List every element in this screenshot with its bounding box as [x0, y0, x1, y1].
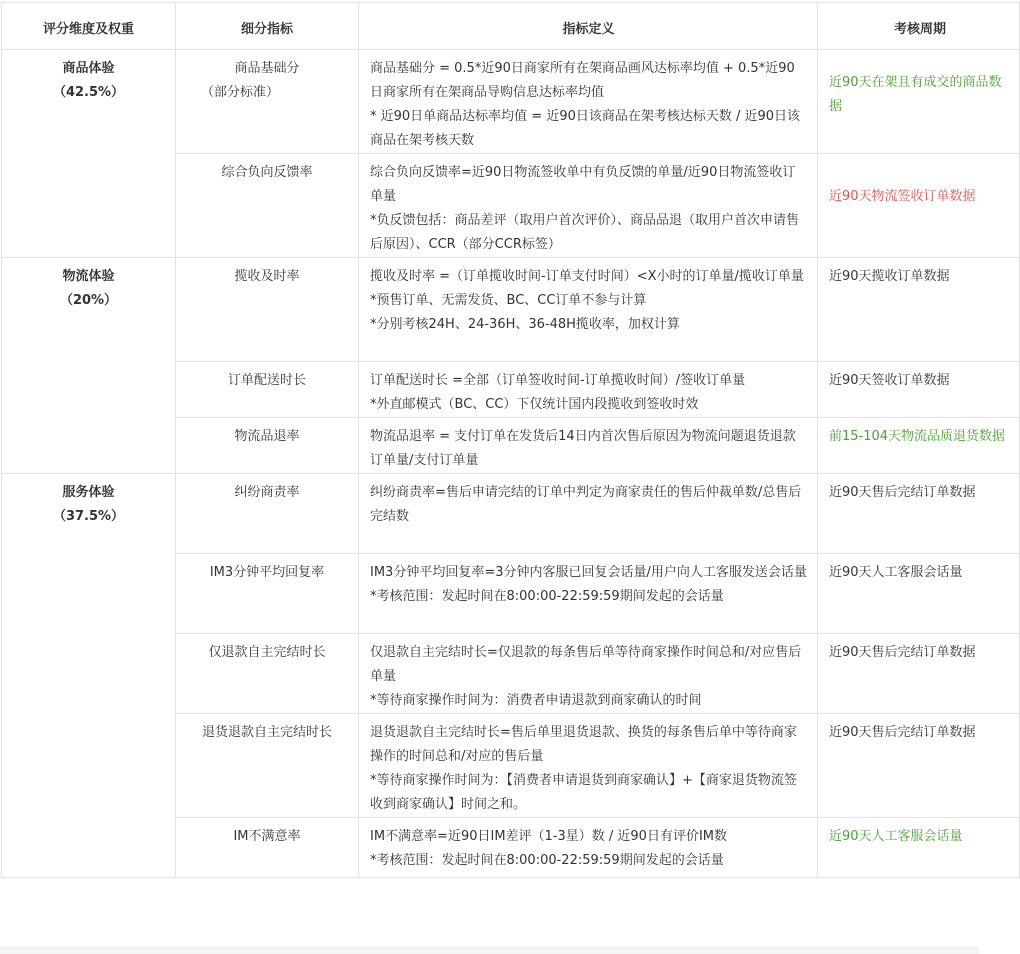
definition-line: *负反馈包括：商品差评（取用户首次评价）、商品品退（取用户首次申请售后原因）、CCR（部分CCR标签） — [370, 213, 800, 252]
definition-cell — [359, 634, 818, 714]
metric-name: IM3分钟平均回复率 — [209, 565, 325, 580]
dimension-name: 物流体验 — [62, 269, 115, 284]
header-metric: 细分指标 — [176, 3, 359, 50]
definition-cell — [359, 554, 818, 634]
period-cell: 近90天签收订单数据 — [818, 362, 1020, 418]
definition-line: 商品基础分 = 0.5*近90日商家所有在架商品画风达标率均值 + 0.5*近90日商家所有在架商品导购信息达标率均值 — [370, 61, 795, 100]
metric-cell — [176, 634, 359, 714]
period-cell: 近90天人工客服会话量 — [818, 818, 1020, 878]
definition-line: 订单配送时长 =全部（订单签收时间-订单揽收时间）/签收订单量 — [370, 373, 746, 388]
definition-line: 退货退款自主完结时长=售后单里退货退款、换货的每条售后单中等待商家操作的时间总和/对应的售后量 — [370, 725, 797, 764]
definition-cell — [359, 818, 818, 878]
definition-line: * 近90日单商品达标率均值 = 近90日该商品在架考核达标天数 / 近90日该商品在架考核天数 — [370, 109, 801, 148]
metric-name: 物流品退率 — [234, 429, 300, 444]
header-definition: 指标定义 — [359, 3, 818, 50]
dimension-weight: （20%） — [59, 293, 118, 308]
bottom-strip — [0, 946, 979, 954]
header-period: 考核周期 — [818, 3, 1020, 50]
metric-name: 揽收及时率 — [234, 269, 300, 284]
definition-line: 物流品退率 = 支付订单在发货后14日内首次售后原因为物流问题退货退款订单量/支付订单量 — [370, 429, 796, 468]
period-cell: 近90天售后完结订单数据 — [818, 714, 1020, 818]
metric-cell — [176, 154, 359, 258]
definition-cell — [359, 418, 818, 474]
definition-line: *等待商家操作时间为：消费者申请退款到商家确认的时间 — [370, 693, 702, 708]
metric-cell — [176, 418, 359, 474]
table-body — [2, 50, 1020, 878]
definition-line: *考核范围：发起时间在8:00:00-22:59:59期间发起的会话量 — [370, 589, 724, 604]
metric-name: 商品基础分 — [234, 61, 300, 76]
table-row — [2, 474, 1020, 554]
definition-line: *分别考核24H、24-36H、36-48H揽收率，加权计算 — [370, 317, 680, 332]
period-cell: 近90天售后完结订单数据 — [818, 474, 1020, 554]
definition-cell — [359, 50, 818, 154]
definition-line: 综合负向反馈率=近90日物流签收单中有负反馈的单量/近90日物流签收订单量 — [370, 165, 796, 204]
metric-cell — [176, 818, 359, 878]
period-cell: 前15-104天物流品质退货数据 — [818, 418, 1020, 474]
metric-name: IM不满意率 — [233, 829, 301, 844]
dimension-weight: （37.5%） — [52, 509, 125, 524]
dimension-cell — [2, 258, 176, 474]
definition-line: 揽收及时率 =（订单揽收时间-订单支付时间）<X小时的订单量/揽收订单量 — [370, 269, 804, 284]
period-cell: 近90天揽收订单数据 — [818, 258, 1020, 362]
definition-line: *等待商家操作时间为：【消费者申请退货到商家确认】+【商家退货物流签收到商家确认】时间之和。 — [370, 773, 797, 812]
header-dimension: 评分维度及权重 — [2, 3, 176, 50]
definition-line: IM不满意率=近90日IM差评（1-3星）数 / 近90日有评价IM数 — [370, 829, 728, 844]
metric-cell — [176, 50, 359, 154]
metric-cell — [176, 258, 359, 362]
dimension-weight: （42.5%） — [52, 85, 125, 100]
table-row — [2, 50, 1020, 154]
dimension-cell — [2, 474, 176, 878]
scoring-table — [1, 2, 1020, 878]
definition-cell — [359, 474, 818, 554]
period-cell: 近90天在架且有成交的商品数据 — [818, 50, 1020, 154]
metric-name: 仅退款自主完结时长 — [208, 645, 326, 660]
metric-cell — [176, 474, 359, 554]
table-header-row — [2, 3, 1020, 50]
definition-cell — [359, 362, 818, 418]
metric-cell — [176, 362, 359, 418]
definition-line: *预售订单、无需发货、BC、CC订单不参与计算 — [370, 293, 647, 308]
definition-cell — [359, 154, 818, 258]
metric-name: 纠纷商责率 — [234, 485, 300, 500]
metric-name: 退货退款自主完结时长 — [201, 725, 332, 740]
period-cell: 近90天人工客服会话量 — [818, 554, 1020, 634]
definition-cell — [359, 258, 818, 362]
metric-cell — [176, 714, 359, 818]
definition-line: 纠纷商责率=售后申请完结的订单中判定为商家责任的售后仲裁单数/总售后完结数 — [370, 485, 802, 524]
definition-line: IM3分钟平均回复率=3分钟内客服已回复会话量/用户向人工客服发送会话量 — [370, 565, 807, 580]
metric-cell — [176, 554, 359, 634]
dimension-cell — [2, 50, 176, 258]
definition-line: *外直邮模式（BC、CC）下仅统计国内段揽收到签收时效 — [370, 397, 699, 412]
period-cell: 近90天售后完结订单数据 — [818, 634, 1020, 714]
table-row — [2, 258, 1020, 362]
dimension-name: 服务体验 — [62, 485, 115, 500]
period-cell: 近90天物流签收订单数据 — [818, 154, 1020, 258]
metric-name: （部分标准） — [201, 85, 280, 100]
metric-name: 综合负向反馈率 — [221, 165, 313, 180]
dimension-name: 商品体验 — [62, 61, 115, 76]
definition-cell — [359, 714, 818, 818]
definition-line: 仅退款自主完结时长=仅退款的每条售后单等待商家操作时间总和/对应售后单量 — [370, 645, 802, 684]
metric-name: 订单配送时长 — [227, 373, 306, 388]
definition-line: *考核范围：发起时间在8:00:00-22:59:59期间发起的会话量 — [370, 853, 724, 868]
